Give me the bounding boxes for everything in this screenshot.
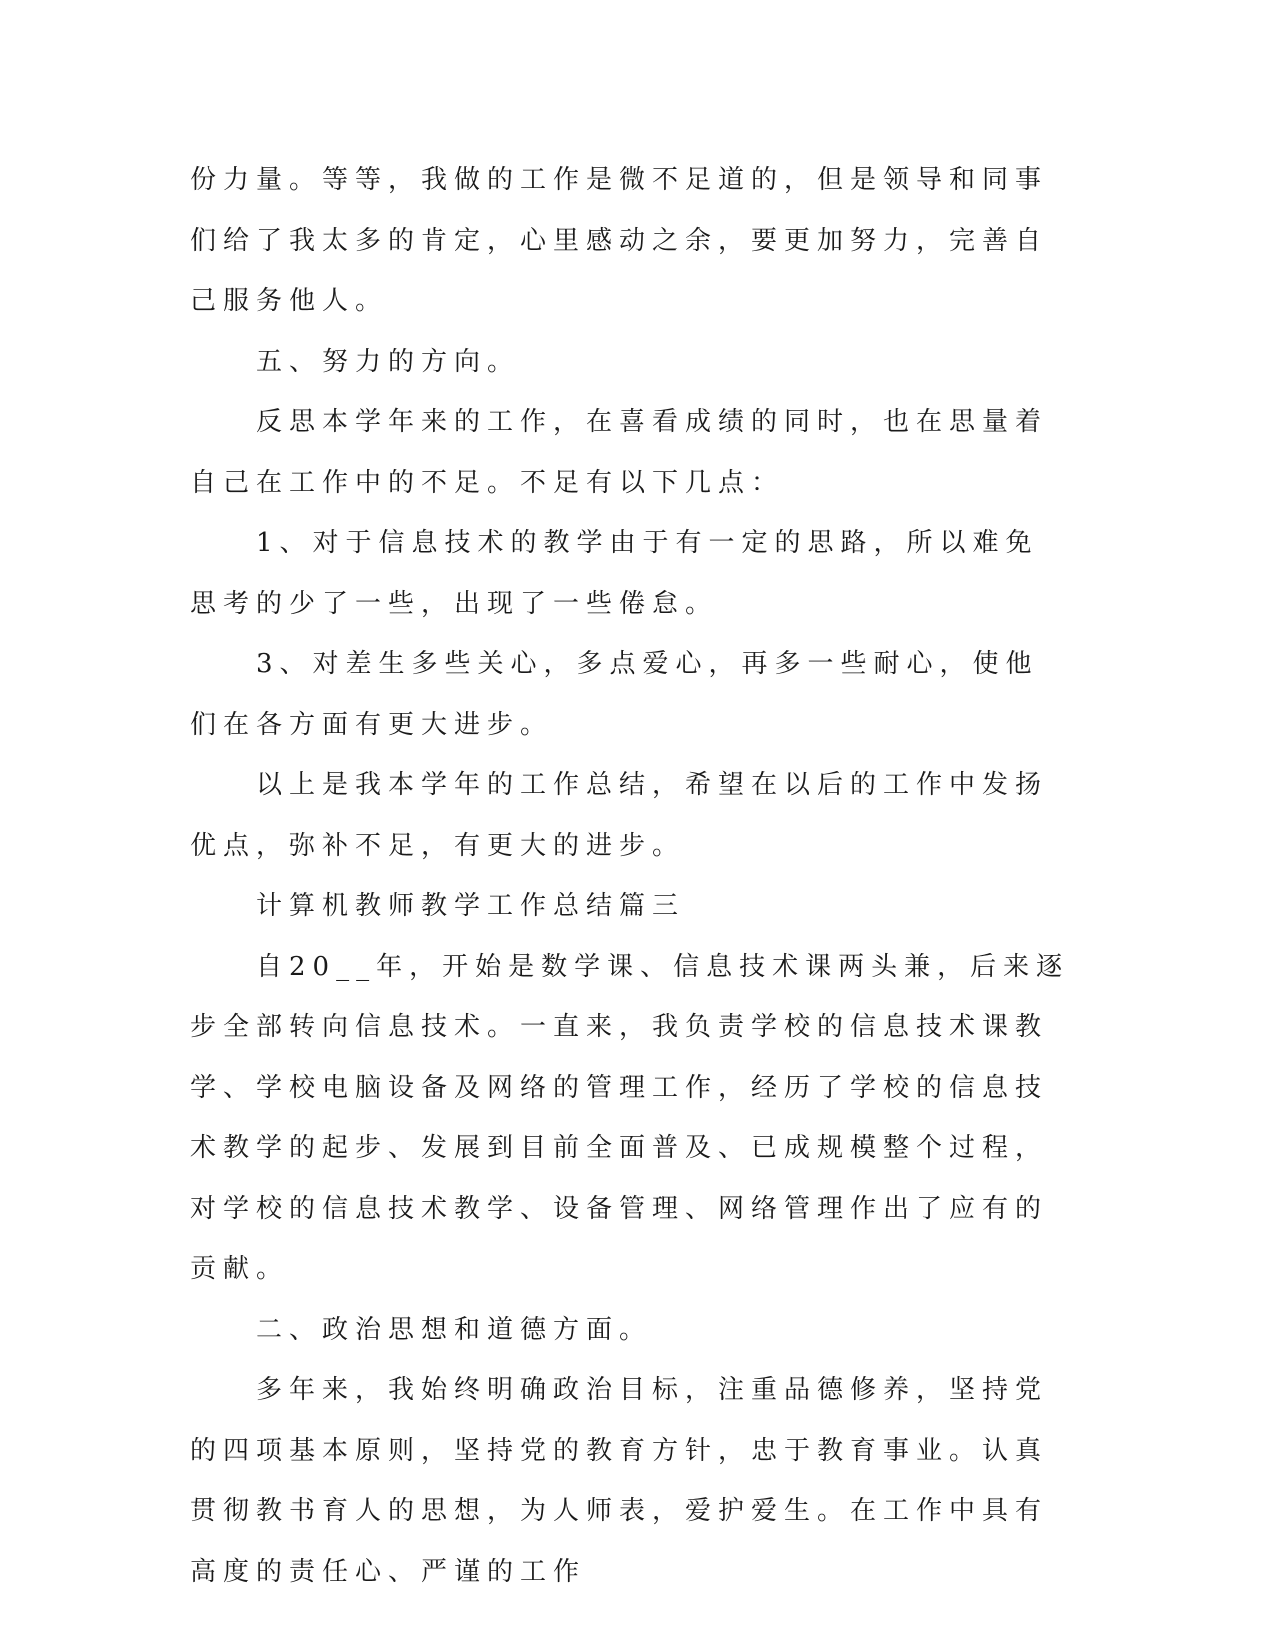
list-item-1: 1、对于信息技术的教学由于有一定的思路，所以难免思考的少了一些，出现了一些倦怠。 (190, 528, 1039, 619)
section-heading-direction: 五、努力的方向。 (256, 346, 521, 377)
list-item-3: 3、对差生多些关心，多点爱心，再多一些耐心，使他们在各方面有更大进步。 (190, 649, 1039, 740)
section-heading-politics: 二、政治思想和道德方面。 (256, 1314, 653, 1345)
article-title: 计算机教师教学工作总结篇三 (256, 891, 686, 921)
paragraph-continuation: 份力量。等等，我做的工作是微不足道的，但是领导和同事们给了我太多的肯定，心里感动之余，要更加努力，完善自己服务他人。 (190, 165, 1049, 316)
document-page (190, 150, 1070, 1602)
paragraph-politics: 多年来，我始终明确政治目标，注重品德修养，坚持党的四项基本原则，坚持党的教育方针，忠于教育事业。认真贯彻教书育人的思想，为人师表，爱护爱生。在工作中具有高度的责任心、严谨的工作 (190, 1375, 1049, 1587)
paragraph-summary: 以上是我本学年的工作总结，希望在以后的工作中发扬优点，弥补不足，有更大的进步。 (190, 770, 1049, 861)
paragraph-reflection: 反思本学年来的工作，在喜看成绩的同时，也在思量着自己在工作中的不足。不足有以下几点： (190, 407, 1049, 498)
paragraph-history: 自20__年，开始是数学课、信息技术课两头兼，后来逐步全部转向信息技术。一直来，我负责学校的信息技术课教学、学校电脑设备及网络的管理工作，经历了学校的信息技术教学的起步、发展到目前全面普及、已成规模整个过程，对学校的信息技术教学、设备管理、网络管理作出了应有的贡献。 (190, 951, 1070, 1284)
